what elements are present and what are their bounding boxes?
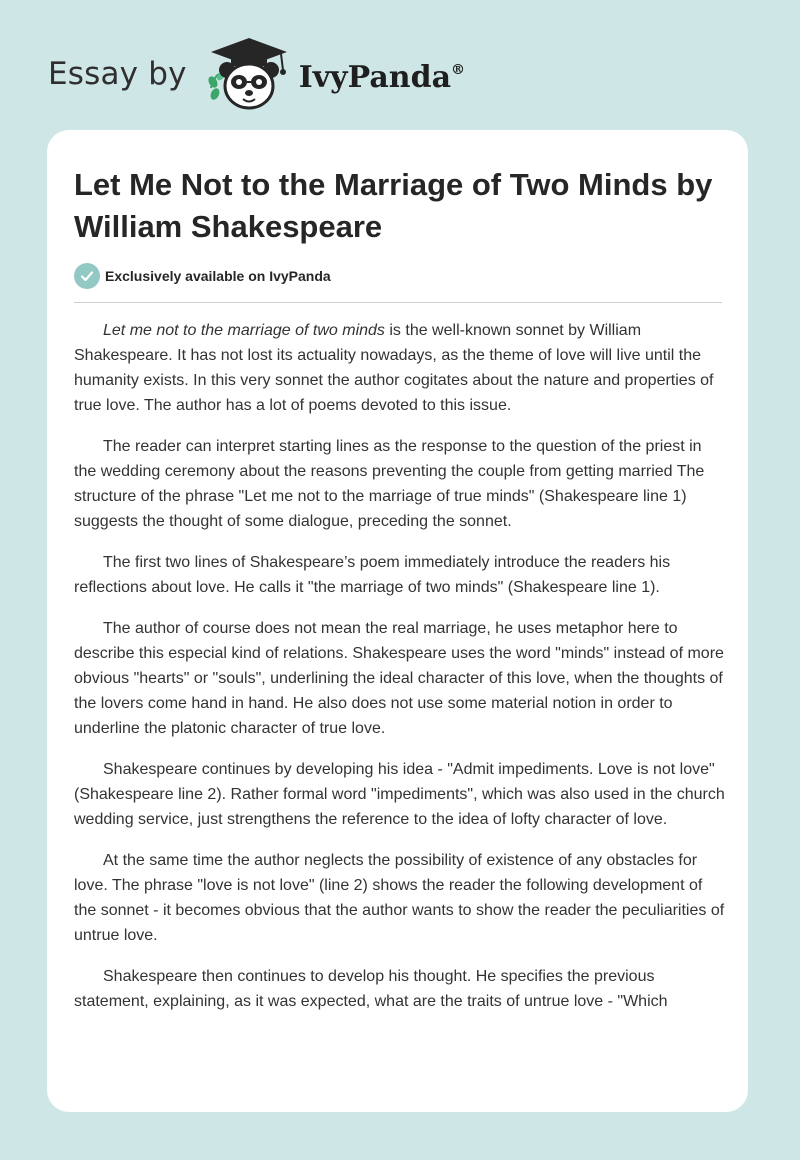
check-circle-icon: [74, 263, 100, 289]
essay-body: [74, 318, 726, 1030]
essay-by-label: Essay by: [48, 56, 187, 92]
registered-mark: ®: [451, 61, 466, 78]
exclusive-label: Exclusively available on IvyPanda: [105, 268, 331, 284]
exclusive-badge: [74, 263, 331, 289]
essay-card: [47, 130, 748, 1112]
divider: [74, 302, 722, 303]
site-header: [48, 34, 468, 114]
ivypanda-logo-icon[interactable]: [201, 36, 293, 112]
paragraph: The first two lines of Shakespeare’s poem immediately introduce the readers his reflections about love. He calls it "the marriage of two minds" (Shakespeare line 1).: [74, 554, 671, 596]
paragraph: Let me not to the marriage of two minds is the well-known sonnet by William Shakespeare. It has not lost its actuality nowadays, as the theme of love will live until the humanity exists. In this very sonnet the author cogitates about the nature and properties of true love. The author has a lot of poems devoted to this issue.: [74, 322, 714, 414]
paragraph: At the same time the author neglects the possibility of existence of any obstacles for love. The phrase "love is not love" (line 2) shows the reader the following development of the sonnet - it becomes obvious that the author wants to show the reader the peculiarities of untrue love.: [74, 852, 725, 944]
brand-name[interactable]: IvyPanda®: [298, 59, 466, 95]
paragraph: Shakespeare continues by developing his idea - "Admit impediments. Love is not love" (Shakespeare line 2). Rather formal word "impediments", which was also used in the church wedding service, just strengthens the reference to the idea of lofty character of love.: [74, 761, 725, 828]
paragraph: The author of course does not mean the real marriage, he uses metaphor here to describe this especial kind of relations. Shakespeare uses the word "minds" instead of more obvious "hearts" or "souls", underlining the ideal character of this love, when the thoughts of the lovers come hand in hand. He also does not use some material notion in order to underline the platonic character of true love.: [74, 620, 724, 737]
paragraph: The reader can interpret starting lines as the response to the question of the priest in the wedding ceremony about the reasons preventing the couple from getting married The structure of the phrase "Let me not to the marriage of true minds" (Shakespeare line 1) suggests the thought of some dialogue, preceding the sonnet.: [74, 438, 705, 530]
paragraph: Shakespeare then continues to develop his thought. He specifies the previous statement, explaining, as it was expected, what are the traits of untrue love - "Which: [74, 968, 668, 1010]
sonnet-title-italic: Let me not to the marriage of two minds: [103, 322, 385, 339]
page-title: Let Me Not to the Marriage of Two Minds by William Shakespeare: [74, 167, 713, 244]
